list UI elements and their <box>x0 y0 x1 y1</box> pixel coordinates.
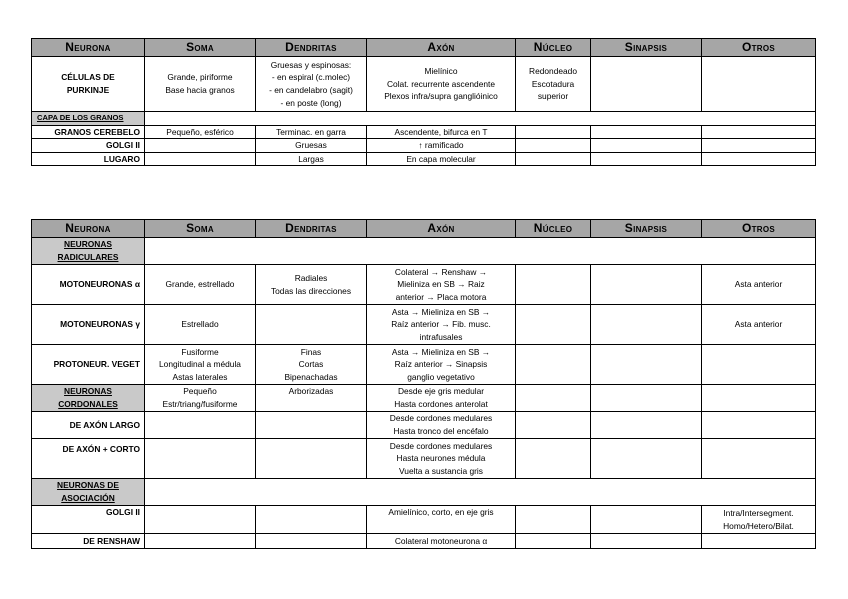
row-name: GRANOS CEREBELO <box>32 125 145 139</box>
cell-sinapsis <box>591 412 702 439</box>
row-name: MOTONEURONAS α <box>32 265 145 305</box>
cell-soma <box>145 534 256 549</box>
group-capa-granos: CAPA DE LOS GRANOS <box>32 112 145 126</box>
cell-otros <box>702 439 816 479</box>
table-row <box>32 345 816 385</box>
cell-nucleo <box>516 506 591 534</box>
cell-soma <box>145 139 256 153</box>
cell-soma: Fusiforme Longitudinal a médula Astas laterales <box>145 345 256 385</box>
table-cerebelo <box>31 38 816 166</box>
group-filler <box>145 238 816 265</box>
cell-axon: Desde eje gris medular Hasta cordones anterolat <box>367 385 516 412</box>
cell-dendritas: Largas <box>256 152 367 166</box>
cell-axon: Asta → Mieliniza en SB → Raíz anterior → Fib. musc. intrafusales <box>367 305 516 345</box>
cell-axon: Colateral motoneurona α <box>367 534 516 549</box>
cell-axon: Amielínico, corto, en eje gris <box>367 506 516 534</box>
cell-dendritas: Gruesas <box>256 139 367 153</box>
cell-nucleo <box>516 534 591 549</box>
header-soma: Soma <box>145 220 256 238</box>
row-name: LUGARO <box>32 152 145 166</box>
cell-nucleo <box>516 152 591 166</box>
table-row <box>32 265 816 305</box>
header-soma: Soma <box>145 39 256 57</box>
cell-soma <box>145 412 256 439</box>
cell-nucleo <box>516 305 591 345</box>
cell-sinapsis <box>591 506 702 534</box>
cell-sinapsis <box>591 265 702 305</box>
cell-sinapsis <box>591 534 702 549</box>
header-axon: Axón <box>367 220 516 238</box>
cell-otros <box>702 152 816 166</box>
row-name: DE AXÓN LARGO <box>32 412 145 439</box>
cell-dendritas <box>256 412 367 439</box>
cell-axon: Desde cordones medulares Hasta tronco del encéfalo <box>367 412 516 439</box>
row-name: MOTONEURONAS γ <box>32 305 145 345</box>
cell-nucleo <box>516 345 591 385</box>
cell-nucleo: Redondeado Escotadura superior <box>516 57 591 112</box>
cell-nucleo <box>516 385 591 412</box>
cell-otros <box>702 534 816 549</box>
cell-dendritas: Radiales Todas las direcciones <box>256 265 367 305</box>
header-dendritas: Dendritas <box>256 220 367 238</box>
cell-otros <box>702 125 816 139</box>
table-row <box>32 439 816 479</box>
table-row <box>32 534 816 549</box>
cell-otros: Intra/Intersegment. Homo/Hetero/Bilat. <box>702 506 816 534</box>
cell-axon: Asta → Mieliniza en SB → Raíz anterior → Sinapsis ganglio vegetativo <box>367 345 516 385</box>
header-neurona: Neurona <box>32 39 145 57</box>
row-name: GOLGI II <box>32 139 145 153</box>
cell-soma: Pequeño, esférico <box>145 125 256 139</box>
group-radiculares: NEURONAS RADICULARES <box>32 238 145 265</box>
cell-dendritas <box>256 305 367 345</box>
cell-nucleo <box>516 265 591 305</box>
cell-soma: Pequeño Estr/triang/fusiforme <box>145 385 256 412</box>
cell-sinapsis <box>591 125 702 139</box>
table-row <box>32 385 816 412</box>
cell-soma <box>145 152 256 166</box>
cell-sinapsis <box>591 57 702 112</box>
group-cordonales: NEURONAS CORDONALES <box>32 385 145 412</box>
group-row <box>32 479 816 506</box>
cell-dendritas: Terminac. en garra <box>256 125 367 139</box>
cell-dendritas <box>256 534 367 549</box>
table-medula <box>31 219 816 549</box>
header-nucleo: Núcleo <box>516 220 591 238</box>
cell-dendritas: Gruesas y espinosas: - en espiral (c.molec) - en candelabro (sagit) - en poste (long) <box>256 57 367 112</box>
cell-axon: Desde cordones medulares Hasta neurones médula Vuelta a sustancia gris <box>367 439 516 479</box>
table-row <box>32 506 816 534</box>
row-name: PROTONEUR. VEGET <box>32 345 145 385</box>
row-name: CÉLULAS DE PURKINJE <box>32 57 145 112</box>
header-sinapsis: Sinapsis <box>591 39 702 57</box>
header-dendritas: Dendritas <box>256 39 367 57</box>
table-row <box>32 152 816 166</box>
table-row <box>32 125 816 139</box>
cell-axon: Mielínico Colat. recurrente ascendente Plexos infra/supra ganglióinico <box>367 57 516 112</box>
header-sinapsis: Sinapsis <box>591 220 702 238</box>
cell-soma <box>145 439 256 479</box>
header-otros: Otros <box>702 220 816 238</box>
cell-axon: Ascendente, bifurca en T <box>367 125 516 139</box>
header-otros: Otros <box>702 39 816 57</box>
group-row <box>32 238 816 265</box>
cell-soma: Grande, estrellado <box>145 265 256 305</box>
header-axon: Axón <box>367 39 516 57</box>
cell-axon: Colateral → Renshaw → Mieliniza en SB → Raiz anterior → Placa motora <box>367 265 516 305</box>
header-neurona: Neurona <box>32 220 145 238</box>
group-filler <box>145 112 816 126</box>
row-name: GOLGI II <box>32 506 145 534</box>
cell-sinapsis <box>591 305 702 345</box>
cell-otros <box>702 385 816 412</box>
cell-axon: En capa molecular <box>367 152 516 166</box>
table-row <box>32 57 816 112</box>
cell-dendritas: Arborizadas <box>256 385 367 412</box>
cell-otros <box>702 139 816 153</box>
cell-sinapsis <box>591 152 702 166</box>
cell-nucleo <box>516 139 591 153</box>
cell-dendritas <box>256 506 367 534</box>
cell-otros <box>702 412 816 439</box>
group-filler <box>145 479 816 506</box>
group-row <box>32 112 816 126</box>
header-nucleo: Núcleo <box>516 39 591 57</box>
cell-otros: Asta anterior <box>702 265 816 305</box>
cell-sinapsis <box>591 439 702 479</box>
cell-otros <box>702 57 816 112</box>
cell-sinapsis <box>591 385 702 412</box>
table-row <box>32 412 816 439</box>
cell-nucleo <box>516 125 591 139</box>
cell-soma <box>145 506 256 534</box>
cell-otros: Asta anterior <box>702 305 816 345</box>
table-row <box>32 139 816 153</box>
cell-sinapsis <box>591 345 702 385</box>
cell-dendritas <box>256 439 367 479</box>
cell-soma: Estrellado <box>145 305 256 345</box>
header-row <box>32 39 816 57</box>
cell-nucleo <box>516 412 591 439</box>
cell-sinapsis <box>591 139 702 153</box>
row-name: DE RENSHAW <box>32 534 145 549</box>
cell-dendritas: Finas Cortas Bipenachadas <box>256 345 367 385</box>
cell-axon: ↑ ramificado <box>367 139 516 153</box>
cell-nucleo <box>516 439 591 479</box>
cell-soma: Grande, piriforme Base hacia granos <box>145 57 256 112</box>
cell-otros <box>702 345 816 385</box>
row-name: DE AXÓN + CORTO <box>32 439 145 479</box>
group-asociacion: NEURONAS DE ASOCIACIÓN <box>32 479 145 506</box>
table-row <box>32 305 816 345</box>
header-row <box>32 220 816 238</box>
